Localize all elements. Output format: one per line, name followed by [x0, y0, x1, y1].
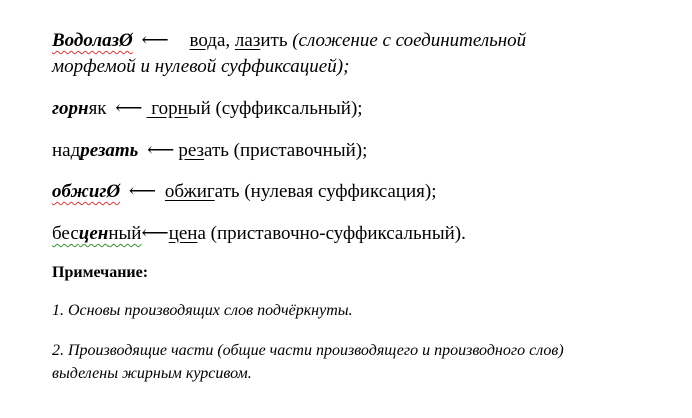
source-base: горн: [146, 98, 188, 119]
derived-word: бесценный: [52, 223, 142, 244]
example-line-5: [52, 222, 466, 246]
derivation-arrow: ⟵: [115, 98, 143, 119]
derived-word-base: обжигØ: [52, 181, 121, 202]
derivation-arrow: ⟵: [147, 140, 175, 161]
derived-word-prefix: над: [52, 140, 81, 161]
source-rest: ать (нулевая суффиксация);: [214, 181, 437, 202]
derived-word-base: резать: [80, 140, 139, 161]
example-line-1: [52, 29, 526, 53]
example-line-3: [52, 139, 367, 163]
derived-word-base: ВодолазØ: [52, 30, 133, 51]
example-line-2: [52, 97, 363, 121]
derived-word-base: горн: [52, 98, 89, 119]
source-rest: а (приставочно-суффиксальный).: [197, 223, 466, 244]
source-base: рез: [178, 140, 205, 161]
note-item-2-line-2: выделены жирным курсивом.: [52, 365, 252, 382]
derived-word-rest: як: [88, 98, 107, 119]
note-item-1: 1. Основы производящих слов подчёркнуты.: [52, 302, 353, 319]
derivation-arrow: ⟵: [128, 181, 157, 202]
source-rest: ый (суффиксальный);: [187, 98, 363, 119]
source-base: обжиг: [164, 181, 215, 202]
derivation-comment: (сложение с соединительной: [292, 30, 527, 51]
note-item-2-line-1: 2. Производящие части (общие части производящего и производного слов): [52, 342, 564, 359]
source-rest: ать (приставочный);: [204, 140, 368, 161]
source-base: цен: [168, 223, 198, 244]
note-title: Примечание:: [52, 264, 149, 281]
derivation-arrow: ⟵: [141, 30, 169, 51]
derivation-arrow: ⟵: [141, 223, 169, 244]
source-word: вода, лазить: [189, 30, 293, 51]
example-line-1-cont: морфемой и нулевой суффиксацией);: [52, 56, 350, 77]
example-line-4: [52, 180, 436, 204]
